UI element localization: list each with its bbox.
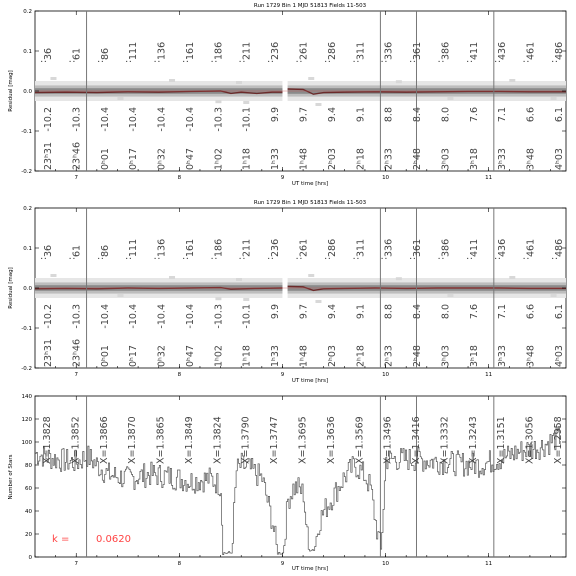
panel-2-sep-dot: : — [66, 256, 78, 260]
panel-1-sep-dot: : — [350, 59, 362, 63]
panel-2-dec-label: -10.4 — [156, 304, 168, 329]
panel-2-sep-dot: : — [151, 256, 163, 260]
panel-1-dec-label: -10.4 — [156, 107, 168, 132]
panel-3-xtick-label: 7 — [74, 561, 78, 567]
panel-2-dec-label: -10.3 — [71, 304, 83, 329]
panel-2-density-bin — [236, 278, 242, 281]
panel-1-field-label: 436 — [497, 41, 509, 60]
panel-3-xtick-label: 11 — [485, 561, 493, 567]
panel-1-sep-dot: : — [407, 59, 419, 63]
panel-1-ra-label: 3ʰ48 — [525, 148, 537, 170]
panel-1-sep-dot: : — [492, 59, 504, 63]
panel-2-sep-dot: : — [378, 256, 390, 260]
panel-1-sep-dot: : — [265, 59, 277, 63]
panel-2-dec-label: 8.0 — [440, 304, 452, 320]
panel-1-density-bin — [315, 103, 321, 106]
panel-1-density-bin — [117, 97, 123, 100]
panel-1-ra-label: 2ʰ03 — [326, 148, 338, 170]
panel-2-field-label: 211 — [241, 238, 253, 257]
panel-3-ytick-label: 0 — [28, 555, 32, 561]
panel-2-ra-label: 3ʰ33 — [497, 345, 509, 367]
panel-1-dec-label: 8.8 — [383, 107, 395, 123]
panel-1-ytick-label: 0.2 — [23, 9, 32, 15]
panel-1-ra-label: 3ʰ18 — [468, 148, 480, 170]
panel-1-dec-label: 7.1 — [497, 107, 509, 123]
panel-2-ra-label: 2ʰ03 — [326, 345, 338, 367]
panel-2-field-label: 461 — [525, 238, 537, 257]
panel-1-sep-dot: : — [321, 59, 333, 63]
airmass-label: X=1.3332 — [439, 416, 451, 464]
airmass-label: X=1.3695 — [297, 416, 309, 464]
panel-1-sep-dot: : — [378, 59, 390, 63]
panel-1-ra-label: 2ʰ33 — [383, 148, 395, 170]
panel-1-ytick-label: -0.2 — [21, 169, 32, 175]
panel-2-field-label: 311 — [355, 238, 367, 257]
panel-1-ra-label: 1ʰ48 — [298, 148, 310, 170]
panel-2-ytick-label: 0.0 — [23, 286, 32, 292]
panel-2-dec-label: 8.8 — [383, 304, 395, 320]
panel-1-sep-dot: : — [123, 59, 135, 63]
panel-1-sep-dot: : — [179, 59, 191, 63]
panel-2-ylabel: Residual [mag] — [8, 267, 14, 309]
panel-2-xtick-label: 10 — [382, 372, 390, 378]
airmass-label: X=1.3865 — [155, 416, 167, 464]
panel-1-ytick-label: -0.1 — [21, 129, 32, 135]
panel-1-field-label: 411 — [468, 41, 480, 60]
panel-1-density-bin — [396, 80, 402, 83]
panel-1-xtick-label: 7 — [74, 175, 78, 181]
panel-1-ra-label: 1ʰ33 — [270, 148, 282, 170]
panel-2-dec-label: 7.1 — [497, 304, 509, 320]
panel-2-dec-label: 9.7 — [298, 304, 310, 320]
panel-2-xtick-label: 7 — [74, 372, 78, 378]
panel-2-ra-label: 4ʰ03 — [554, 345, 565, 367]
panel-1-density-bin — [308, 77, 314, 80]
panel-1-dec-label: 6.6 — [525, 107, 537, 123]
panel-2-density-bin — [551, 294, 557, 297]
panel-1-dec-label: 7.6 — [468, 107, 480, 123]
panel-1-field-label: 336 — [383, 41, 395, 60]
panel-1-xlabel: UT time [hrs] — [291, 181, 329, 187]
panel-1-field-label: 111 — [128, 41, 140, 60]
panel-3-ytick-label: 60 — [25, 486, 32, 492]
airmass-label: X=1.3824 — [212, 416, 224, 464]
airmass-label: X=1.3416 — [411, 416, 423, 464]
panel-2-ra-label: 2ʰ48 — [412, 345, 424, 367]
panel-2-field-label: 336 — [383, 238, 395, 257]
panel-1-dec-label: 9.9 — [270, 107, 282, 123]
panel-1-field-label: 486 — [554, 41, 565, 60]
panel-1-ra-label: 0ʰ01 — [99, 148, 111, 170]
panel-1-ytick-label: 0.0 — [23, 89, 32, 95]
airmass-label: X=1.3828 — [42, 416, 53, 464]
panel-2-field-label: 161 — [184, 238, 196, 257]
panel-2-density-bin — [509, 276, 515, 279]
panel-2-dec-label: 6.6 — [525, 304, 537, 320]
panel-2-sep-dot: : — [236, 256, 248, 260]
panel-2-ra-label: 0ʰ17 — [128, 345, 140, 367]
panel-1-density-bin — [236, 81, 242, 84]
airmass-label: X=1.3790 — [240, 416, 252, 464]
panel-2-dec-label: 9.1 — [355, 304, 367, 320]
panel-2-density-bin — [315, 300, 321, 303]
panel-2-density-bin — [308, 274, 314, 277]
panel-3-xtick-label: 9 — [280, 561, 285, 567]
panel-2-ra-label: 0ʰ47 — [184, 345, 196, 367]
panel-3-ytick-label: 140 — [21, 394, 32, 400]
panel-residual-2 — [8, 200, 566, 384]
airmass-label: X=1.3870 — [127, 416, 139, 464]
panel-1-sep-dot: : — [38, 59, 49, 63]
panel-2-field-label: 486 — [554, 238, 565, 257]
panel-2-ra-label: 1ʰ33 — [270, 345, 282, 367]
panel-2-sep-dot: : — [179, 256, 191, 260]
panel-1-density-bin — [509, 79, 515, 82]
panel-2-sep-dot: : — [350, 256, 362, 260]
panel-2-sep-dot: : — [123, 256, 135, 260]
panel-2-sep-dot: : — [435, 256, 447, 260]
panel-2-xtick-label: 9 — [280, 372, 285, 378]
airmass-label: X=1.3852 — [70, 416, 82, 464]
panel-1-dec-label: -10.4 — [99, 107, 111, 132]
panel-2-dec-label: 6.1 — [554, 304, 565, 320]
panel-2-dec-label: 9.9 — [270, 304, 282, 320]
panel-1-xtick-label: 10 — [382, 175, 390, 181]
panel-2-density-bin — [169, 276, 175, 279]
panel-2-field-label: 136 — [156, 238, 168, 257]
panel-3-ytick-label: 20 — [25, 532, 32, 538]
panel-1-sep-dot: : — [66, 59, 78, 63]
k-value: 0.0620 — [96, 534, 131, 545]
panel-1-field-label: 311 — [355, 41, 367, 60]
panel-2-ytick-label: -0.1 — [21, 326, 32, 332]
panel-1-ra-label: 23ʰ46 — [71, 141, 83, 170]
panel-1-dec-label: 6.1 — [554, 107, 565, 123]
panel-2-sep-dot: : — [520, 256, 532, 260]
panel-1-dec-label: 9.7 — [298, 107, 310, 123]
airmass-label: X=1.2958 — [553, 416, 564, 464]
panel-2-sep-dot: : — [293, 256, 305, 260]
panel-1-ra-label: 2ʰ18 — [355, 148, 367, 170]
panel-2-field-label: 411 — [468, 238, 480, 257]
panel-1-field-label: 86 — [99, 47, 111, 60]
panel-1-field-label: 36 — [43, 47, 54, 60]
panel-2-density-bin — [215, 297, 221, 300]
airmass-label: X=1.3636 — [325, 416, 337, 464]
panel-2-xlabel: UT time [hrs] — [291, 378, 329, 384]
panel-2-density-bin — [117, 294, 123, 297]
panel-2-sep-dot: : — [265, 256, 277, 260]
panel-2-field-label: 36 — [43, 244, 54, 257]
panel-1-density-bin — [551, 97, 557, 100]
panel-2-sep-dot: : — [321, 256, 333, 260]
panel-1-field-label: 261 — [298, 41, 310, 60]
panel-3-xtick-label: 10 — [382, 561, 390, 567]
panel-2-dec-label: 7.6 — [468, 304, 480, 320]
panel-2-field-label: 86 — [99, 244, 111, 257]
panel-1-dec-label: -10.2 — [43, 107, 54, 132]
panel-2-density-bin — [50, 274, 56, 277]
panel-1-dec-label: -10.3 — [213, 107, 225, 132]
panel-2-ra-label: 3ʰ03 — [440, 345, 452, 367]
panel-1-dec-label: 9.4 — [326, 107, 338, 123]
panel-2-ra-label: 0ʰ01 — [99, 345, 111, 367]
panel-1-dec-label: 9.1 — [355, 107, 367, 123]
panel-2-dec-label: -10.4 — [128, 304, 140, 329]
panel-2-dec-label: -10.1 — [241, 304, 253, 329]
panel-2-ra-label: 0ʰ32 — [156, 345, 168, 367]
panel-1-field-label: 236 — [270, 41, 282, 60]
panel-1-sep-dot: : — [463, 59, 475, 63]
airmass-label: X=1.3243 — [467, 416, 479, 464]
panel-1-dec-label: -10.4 — [184, 107, 196, 132]
panel-2-density-bin — [243, 298, 249, 301]
panel-2-title: Run 1729 Bin 1 MJD 51813 Fields 11-503 — [253, 200, 367, 206]
panel-1-density-bin — [50, 77, 56, 80]
panel-2-dec-label: -10.4 — [184, 304, 196, 329]
panel-1-ra-label: 0ʰ47 — [184, 148, 196, 170]
panel-1-field-label: 61 — [71, 47, 83, 60]
panel-3-xtick-label: 8 — [177, 561, 182, 567]
panel-2-field-label: 61 — [71, 244, 83, 257]
panel-1-title: Run 1729 Bin 1 MJD 51813 Fields 11-503 — [253, 3, 367, 9]
panel-1-xtick-label: 8 — [177, 175, 182, 181]
panel-1-field-label: 386 — [440, 41, 452, 60]
panel-2-sep-dot: : — [407, 256, 419, 260]
panel-1-sep-dot: : — [520, 59, 532, 63]
panel-1-xtick-label: 9 — [280, 175, 285, 181]
airmass-label: X=1.3569 — [354, 416, 366, 464]
panel-1-dec-label: 8.0 — [440, 107, 452, 123]
panel-2-field-label: 261 — [298, 238, 310, 257]
panel-1-ra-label: 1ʰ02 — [213, 148, 225, 170]
panel-1-field-label: 286 — [326, 41, 338, 60]
airmass-label: X=1.3496 — [382, 416, 394, 464]
panel-2-ytick-label: -0.2 — [21, 366, 32, 372]
panel-2-dec-label: 9.4 — [326, 304, 338, 320]
airmass-label: X=1.3747 — [269, 416, 281, 464]
panel-1-ylabel: Residual [mag] — [8, 70, 14, 112]
panel-1-ra-label: 0ʰ17 — [128, 148, 140, 170]
panel-3-ylabel: Number of Stars — [8, 454, 14, 500]
panel-2-xtick-label: 11 — [485, 372, 493, 378]
panel-1-ra-label: 2ʰ48 — [412, 148, 424, 170]
panel-1-field-label: 361 — [412, 41, 424, 60]
panel-2-ra-label: 3ʰ18 — [468, 345, 480, 367]
panel-2-ra-label: 1ʰ48 — [298, 345, 310, 367]
panel-2-dec-label: -10.4 — [99, 304, 111, 329]
k-label: k = — [52, 534, 70, 545]
panel-2-ra-label: 23ʰ46 — [71, 338, 83, 367]
panel-2-density-bin — [447, 294, 453, 297]
panel-1-density-bin — [169, 79, 175, 82]
panel-2-dec-label: -10.2 — [43, 304, 54, 329]
panel-1-field-label: 136 — [156, 41, 168, 60]
panel-2-ytick-label: 0.1 — [23, 246, 32, 252]
panel-star-count — [8, 394, 566, 572]
panel-2-sep-dot: : — [492, 256, 504, 260]
panel-1-sep-dot: : — [208, 59, 220, 63]
panel-1-density-bin — [447, 97, 453, 100]
panel-1-field-label: 211 — [241, 41, 253, 60]
panel-1-field-label: 186 — [213, 41, 225, 60]
panel-2-field-label: 386 — [440, 238, 452, 257]
panel-1-xtick-label: 11 — [485, 175, 493, 181]
panel-1-ra-label: 1ʰ18 — [241, 148, 253, 170]
panel-1-density-bin — [215, 100, 221, 103]
panel-2-density-bin — [396, 277, 402, 280]
panel-1-ytick-label: 0.1 — [23, 49, 32, 55]
panel-2-ra-label: 23ʰ31 — [43, 338, 54, 367]
panel-1-dec-label: -10.1 — [241, 107, 253, 132]
panel-2-sep-dot: : — [94, 256, 106, 260]
panel-2-sep-dot: : — [463, 256, 475, 260]
panel-1-dec-label: -10.4 — [128, 107, 140, 132]
panel-1-field-label: 161 — [184, 41, 196, 60]
panel-1-sep-dot: : — [94, 59, 106, 63]
panel-1-field-label: 461 — [525, 41, 537, 60]
panel-2-ra-label: 2ʰ33 — [383, 345, 395, 367]
airmass-label: X=1.3151 — [496, 416, 508, 464]
panel-2-field-label: 436 — [497, 238, 509, 257]
airmass-label: X=1.3866 — [98, 416, 110, 464]
panel-1-dec-label: -10.3 — [71, 107, 83, 132]
panel-1-ra-label: 3ʰ03 — [440, 148, 452, 170]
panel-3-ytick-label: 100 — [21, 440, 32, 446]
panel-1-sep-dot: : — [435, 59, 447, 63]
panel-1-ra-label: 0ʰ32 — [156, 148, 168, 170]
panel-2-field-label: 286 — [326, 238, 338, 257]
panel-1-ra-label: 4ʰ03 — [554, 148, 565, 170]
panel-2-field-label: 361 — [412, 238, 424, 257]
panel-2-dec-label: -10.3 — [213, 304, 225, 329]
panel-1-ra-label: 23ʰ31 — [43, 141, 54, 170]
panel-3-ytick-label: 80 — [25, 463, 32, 469]
panel-2-ra-label: 2ʰ18 — [355, 345, 367, 367]
airmass-label: X=1.3056 — [524, 416, 536, 464]
panel-2-sep-dot: : — [549, 256, 560, 260]
panel-1-density-bin — [243, 101, 249, 104]
airmass-label: X=1.3849 — [183, 416, 195, 464]
panel-3-ytick-label: 120 — [21, 417, 32, 423]
panel-1-dec-label: 8.4 — [412, 107, 424, 123]
panel-1-sep-dot: : — [236, 59, 248, 63]
panel-2-ra-label: 1ʰ18 — [241, 345, 253, 367]
panel-3-ytick-label: 40 — [25, 509, 32, 515]
panel-2-ra-label: 1ʰ02 — [213, 345, 225, 367]
panel-2-field-label: 186 — [213, 238, 225, 257]
panel-1-ra-label: 3ʰ33 — [497, 148, 509, 170]
k-annotation — [52, 534, 131, 545]
panel-residual-1 — [8, 3, 566, 187]
panel-2-field-label: 111 — [128, 238, 140, 257]
panel-2-ra-label: 3ʰ48 — [525, 345, 537, 367]
panel-2-xtick-label: 8 — [177, 372, 182, 378]
panel-2-dec-label: 8.4 — [412, 304, 424, 320]
panel-2-ytick-label: 0.2 — [23, 206, 32, 212]
panel-1-sep-dot: : — [293, 59, 305, 63]
panel-2-sep-dot: : — [38, 256, 49, 260]
panel-1-sep-dot: : — [549, 59, 560, 63]
panel-2-field-label: 236 — [270, 238, 282, 257]
panel-3-xlabel: UT time [hrs] — [291, 566, 329, 572]
panel-1-sep-dot: : — [151, 59, 163, 63]
panel-2-sep-dot: : — [208, 256, 220, 260]
